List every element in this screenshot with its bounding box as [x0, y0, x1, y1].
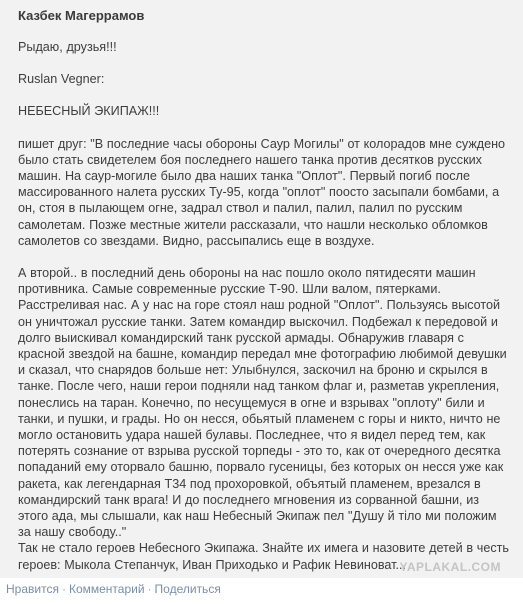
- post-actions: [6, 582, 221, 596]
- post-paragraph: Ruslan Vegner:: [18, 72, 105, 87]
- author-name[interactable]: Казбек Магеррамов: [18, 8, 145, 23]
- post-footer: [0, 578, 523, 604]
- like-button[interactable]: Нравится: [6, 582, 59, 596]
- post-paragraph: Так не стало героев Небесного Экипажа. Знайте их имега и назовите детей в честь героев: Мыкола Степанчук, Иван Приходько и Рафик Невиноват...: [18, 541, 509, 572]
- separator: ·: [61, 582, 66, 596]
- post-paragraph: Рыдаю, друзья!!!: [18, 40, 117, 54]
- comment-button[interactable]: Комментарий: [68, 582, 145, 596]
- separator: ·: [147, 582, 152, 596]
- watermark: YAPLAKAL.COM: [399, 560, 501, 574]
- share-button[interactable]: Поделиться: [154, 582, 221, 596]
- post-paragraph: пишет друг: "В последние часы обороны Саур Могилы" от колорадов мне суждено было стать свидетелем боя последнего нашего танка против десятков русских машин. На саур-могиле было два наших танка "Оплот". Первый погиб после массированного налета русских Ту-95, когда "оплот" поосто засыпали бомбами, а он, стоя в пылающем огне, задрал ствол и палил, палил, палил по русским самолетам. Позже местные жители рассказали, что нашли несколько обломков самолетов со звездами. Видно, рассыпались еще в воздухе.: [18, 136, 506, 248]
- post-paragraph: А второй.. в последний день обороны на нас пошло около пятидесяти машин противника. Самые современные русские Т-90. Шли валом, пятерками. Расстреливая нас. А у нас на горе стоял наш родной "Оплот". Пользуясь высотой он уничтожал русские танки. Затем командир выскочил. Подбежал к передовой и долго выискивал командирский танк русской армады. Обнаружив главаря с красной звездой на башне, командир передал мне фотографию любимой девушки и сказал, что снарядов больше нет: Улыбнулся, заскочил на броню и скрылся в танке. После чего, наши герои подняли над танком флаг и, разметав укрепления, понеслись на таран. Конечно, по несущемуся в огне и взрывах "оплоту" били и танки, и пушки, и грады. Но он несся, обьятый пламенем с горы и никто, ничто не могло остановить удара нашей булавы. Последнее, что я видел перед тем, как потерять сознание от взрыва русской торпеды - это то, как от очередного десятка попаданий ему оторвало башню, порвало гусеницы, без которых он несся уже как ракета, как легендарная Т34 под прохоровкой, объятый пламенем, врезался в командирский танк врага! И до последнего мгновения из сорванной башни, из этого ада, мы слышали, как наш Небесный Экипаж пел "Душу й тіло ми положим за нашу свободу..": [18, 266, 507, 540]
- post-paragraph: НЕБЕСНЫЙ ЭКИПАЖ!!!: [18, 104, 160, 119]
- post-text: [18, 39, 511, 573]
